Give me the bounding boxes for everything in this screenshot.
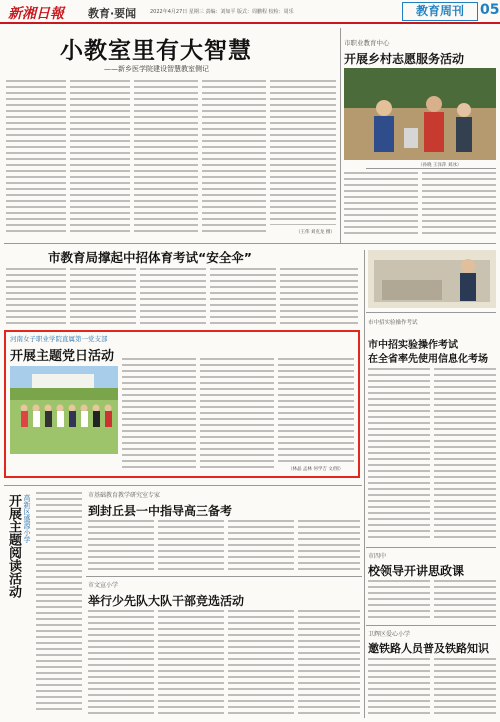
section-rule <box>86 576 362 577</box>
lead-text-col <box>6 80 66 235</box>
party-byline: （林晶 孟林 何学吉 文/图） <box>288 467 344 472</box>
party-kicker: 河南女子职业学院直属第一党支部 <box>10 335 108 343</box>
section-rule <box>366 625 496 626</box>
lecture-text-col <box>434 580 496 622</box>
village-kicker: 市职业教育中心 <box>344 39 390 47</box>
culture-text-col <box>228 610 294 714</box>
village-photo-credit: （孙晓 王泽萍 刘冰） <box>418 163 462 168</box>
health-text-col <box>368 658 430 714</box>
section-rule <box>4 243 496 244</box>
lead-subhead: ——新乡医学院建设智慧教室侧记 <box>104 65 209 73</box>
hospital-kicker: 市中招实验操作考试 <box>368 320 418 326</box>
party-text-col <box>200 358 274 472</box>
issue-info: 2022年4月27日 星期三 责编：刘如平 版式：周鹏程 校检：周乐 <box>150 9 294 15</box>
column-rule <box>364 250 365 718</box>
masthead <box>0 0 500 24</box>
lead-text-col <box>134 80 198 235</box>
village-photo <box>344 68 496 160</box>
exam-headline: 市教育局撑起中招体育考试“安全伞” <box>48 250 252 265</box>
reading-kicker: 高新区盛源小学 <box>23 494 31 543</box>
column-rule <box>340 28 341 243</box>
page-number: 05 <box>480 2 500 18</box>
weekly-label: 教育周刊 <box>402 2 478 21</box>
culture-text-col <box>88 610 154 714</box>
hospital-text-col <box>434 368 496 542</box>
lead-headline: 小教室里有大智慧 <box>60 38 252 64</box>
health-headline: 邀铁路人员普及铁路知识 <box>368 642 489 655</box>
lead-text-col <box>202 80 266 235</box>
exam-text-col <box>6 268 66 328</box>
party-text-col <box>278 358 354 462</box>
lecture-headline: 校领导开讲思政课 <box>368 564 465 578</box>
section-rule <box>366 168 496 169</box>
reading-text-col <box>36 492 82 714</box>
section-name: 教育·要闻 <box>88 7 137 20</box>
health-kicker: 卫辉区爱心小学 <box>368 631 411 638</box>
section-rule <box>366 312 496 313</box>
party-text-col <box>122 358 196 472</box>
culture-kicker: 市文宣小学 <box>88 582 119 589</box>
research-headline: 到封丘县一中指导高三备考 <box>88 504 233 518</box>
lead-byline: （王伟 刘克龙 摄） <box>296 230 335 235</box>
village-headline: 开展乡村志愿服务活动 <box>344 52 465 66</box>
party-photo <box>10 366 118 454</box>
culture-text-col <box>298 610 360 714</box>
research-text-col <box>158 520 224 572</box>
section-rule <box>4 485 362 486</box>
right-middle-photo <box>368 250 496 308</box>
research-text-col <box>228 520 294 572</box>
lecture-kicker: 市四中 <box>368 553 387 560</box>
reading-headline: 开展主题阅读活动 <box>6 494 21 598</box>
section-rule <box>366 547 496 548</box>
hospital-text-col <box>368 368 430 542</box>
village-text-col <box>422 172 496 238</box>
culture-text-col <box>158 610 224 714</box>
hospital-headline-line2: 在全省率先使用信息化考场 <box>368 354 488 365</box>
exam-text-col <box>210 268 276 328</box>
lead-text-col <box>270 80 336 225</box>
village-text-col <box>344 172 418 238</box>
research-kicker: 市基础教育教学研究室专家 <box>88 492 161 499</box>
hospital-headline-line1: 市中招实验操作考试 <box>368 340 458 351</box>
newspaper-logo: 新湘日報 <box>8 6 64 22</box>
research-text-col <box>298 520 360 572</box>
lead-text-col <box>70 80 130 235</box>
research-text-col <box>88 520 154 572</box>
exam-text-col <box>70 268 136 328</box>
exam-text-col <box>140 268 206 328</box>
exam-text-col <box>280 268 358 328</box>
health-text-col <box>434 658 496 714</box>
lecture-text-col <box>368 580 430 622</box>
culture-headline: 举行少先队大队干部竞选活动 <box>88 594 245 608</box>
party-headline: 开展主题党日活动 <box>10 349 115 364</box>
